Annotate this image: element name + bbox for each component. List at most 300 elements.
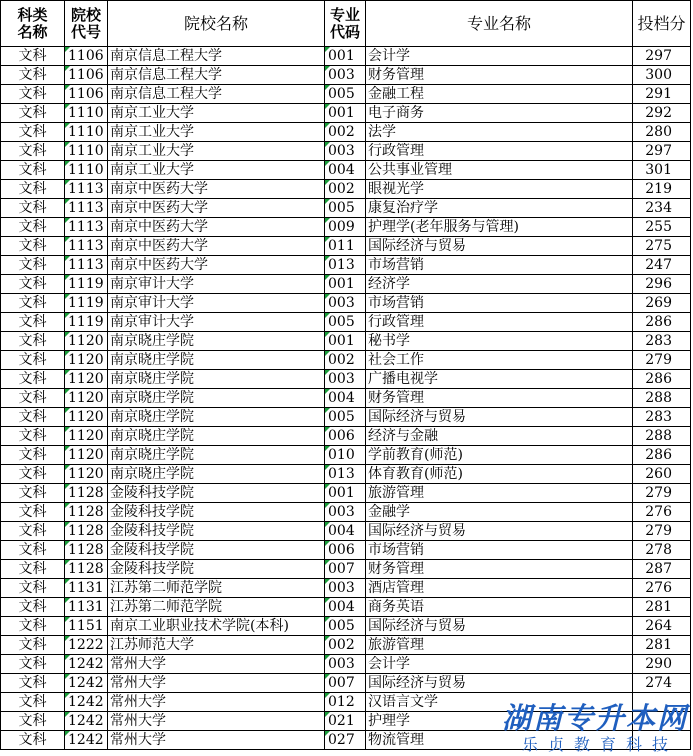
- cell-major-code: [325, 142, 366, 161]
- table-row: [1, 161, 691, 180]
- cell-subject-category: [1, 617, 65, 636]
- subject-category-text: 文科: [18, 352, 47, 368]
- subject-category-text: 文科: [18, 314, 47, 330]
- school-code-text: 1242: [68, 732, 104, 748]
- green-marker-icon: [65, 218, 70, 223]
- school-code-text: 1120: [68, 333, 104, 349]
- green-marker-icon: [325, 47, 330, 52]
- cell-school-name: [108, 693, 325, 712]
- cell-school-name: [108, 47, 325, 66]
- cutoff-score-text: 301: [645, 162, 672, 178]
- cell-school-name: [108, 712, 325, 731]
- cell-subject-category: [1, 541, 65, 560]
- cell-major-code: [325, 541, 366, 560]
- cell-school-name: [108, 617, 325, 636]
- green-marker-icon: [325, 541, 330, 546]
- subject-category-text: 文科: [18, 409, 47, 425]
- cell-major-code: [325, 104, 366, 123]
- cell-major-name: [366, 66, 633, 85]
- cell-cutoff-score: [633, 598, 691, 617]
- table-row: [1, 674, 691, 693]
- cell-major-name: [366, 427, 633, 446]
- cell-major-code: [325, 484, 366, 503]
- cell-school-name: [108, 731, 325, 750]
- cell-major-name: [366, 313, 633, 332]
- subject-category-text: 文科: [18, 238, 47, 254]
- major-name-text: 财务管理: [368, 561, 424, 577]
- cell-school-name: [108, 636, 325, 655]
- school-code-text: 1242: [68, 694, 104, 710]
- cell-subject-category: [1, 66, 65, 85]
- cell-subject-category: [1, 408, 65, 427]
- cell-school-code: [65, 579, 108, 598]
- cell-cutoff-score: [633, 294, 691, 313]
- school-name-text: 南京晓庄学院: [110, 371, 194, 387]
- cell-school-code: [65, 522, 108, 541]
- school-name-text: 金陵科技学院: [110, 542, 194, 558]
- school-code-text: 1131: [68, 599, 104, 615]
- major-code-text: 001: [328, 105, 355, 121]
- major-code-text: 012: [328, 694, 355, 710]
- cell-major-name: [366, 674, 633, 693]
- school-code-text: 1113: [68, 200, 104, 216]
- major-name-text: 市场营销: [368, 295, 424, 311]
- table-row: [1, 180, 691, 199]
- cell-cutoff-score: [633, 142, 691, 161]
- subject-category-text: 文科: [18, 542, 47, 558]
- major-name-text: 国际经济与贸易: [368, 409, 466, 425]
- school-code-text: 1106: [68, 86, 104, 102]
- school-name-text: 南京中医药大学: [110, 200, 208, 216]
- green-marker-icon: [325, 522, 330, 527]
- cell-subject-category: [1, 85, 65, 104]
- cell-major-name: [366, 484, 633, 503]
- school-code-text: 1242: [68, 675, 104, 691]
- major-code-text: 004: [328, 390, 355, 406]
- table-row: [1, 351, 691, 370]
- cell-major-code: [325, 731, 366, 750]
- subject-category-text: 文科: [18, 618, 47, 634]
- green-marker-icon: [65, 617, 70, 622]
- subject-category-text: 文科: [18, 200, 47, 216]
- major-code-text: 013: [328, 466, 355, 482]
- major-code-text: 003: [328, 143, 355, 159]
- green-marker-icon: [65, 275, 70, 280]
- subject-category-text: 文科: [18, 523, 47, 539]
- cell-school-code: [65, 712, 108, 731]
- cell-school-code: [65, 655, 108, 674]
- green-marker-icon: [325, 655, 330, 660]
- cutoff-score-text: 264: [645, 618, 672, 634]
- table-row: [1, 104, 691, 123]
- school-name-text: 南京晓庄学院: [110, 352, 194, 368]
- cell-school-name: [108, 180, 325, 199]
- green-marker-icon: [325, 218, 330, 223]
- school-name-text: 南京工业大学: [110, 143, 194, 159]
- major-code-text: 011: [328, 238, 355, 254]
- cell-school-code: [65, 66, 108, 85]
- cell-major-name: [366, 541, 633, 560]
- cell-subject-category: [1, 237, 65, 256]
- major-name-text: 秘书学: [368, 333, 410, 349]
- cell-major-code: [325, 579, 366, 598]
- cell-cutoff-score: [633, 617, 691, 636]
- cell-cutoff-score: [633, 256, 691, 275]
- cell-cutoff-score: [633, 579, 691, 598]
- green-marker-icon: [65, 636, 70, 641]
- green-marker-icon: [325, 142, 330, 147]
- cell-major-code: [325, 47, 366, 66]
- major-code-text: 002: [328, 352, 355, 368]
- cell-cutoff-score: [633, 218, 691, 237]
- cell-school-name: [108, 218, 325, 237]
- green-marker-icon: [325, 693, 330, 698]
- cutoff-score-text: 269: [645, 295, 672, 311]
- school-code-text: 1119: [68, 295, 104, 311]
- cell-cutoff-score: [633, 275, 691, 294]
- cell-major-name: [366, 85, 633, 104]
- cell-subject-category: [1, 427, 65, 446]
- header-school-name: 院校名称: [108, 1, 325, 47]
- school-name-text: 南京晓庄学院: [110, 333, 194, 349]
- school-code-text: 1120: [68, 409, 104, 425]
- cell-school-name: [108, 142, 325, 161]
- header-cutoff-score: 投档分: [633, 1, 691, 47]
- school-code-text: 1113: [68, 257, 104, 273]
- major-name-text: 旅游管理: [368, 485, 424, 501]
- cell-subject-category: [1, 313, 65, 332]
- major-code-text: 004: [328, 523, 355, 539]
- major-name-text: 电子商务: [368, 105, 424, 121]
- school-name-text: 南京中医药大学: [110, 257, 208, 273]
- cell-major-code: [325, 161, 366, 180]
- cell-major-name: [366, 408, 633, 427]
- cell-major-code: [325, 313, 366, 332]
- green-marker-icon: [65, 731, 70, 736]
- cell-subject-category: [1, 389, 65, 408]
- major-name-text: 国际经济与贸易: [368, 618, 466, 634]
- cell-major-name: [366, 617, 633, 636]
- cell-school-name: [108, 598, 325, 617]
- green-marker-icon: [325, 294, 330, 299]
- cell-subject-category: [1, 731, 65, 750]
- green-marker-icon: [325, 617, 330, 622]
- school-code-text: 1110: [68, 162, 104, 178]
- subject-category-text: 文科: [18, 333, 47, 349]
- major-name-text: 金融学: [368, 504, 410, 520]
- subject-category-text: 文科: [18, 466, 47, 482]
- cell-subject-category: [1, 693, 65, 712]
- cell-school-code: [65, 465, 108, 484]
- green-marker-icon: [325, 85, 330, 90]
- green-marker-icon: [65, 465, 70, 470]
- cell-cutoff-score: [633, 541, 691, 560]
- green-marker-icon: [65, 47, 70, 52]
- green-marker-icon: [65, 598, 70, 603]
- cell-school-name: [108, 503, 325, 522]
- major-name-text: 学前教育(师范): [368, 447, 463, 463]
- cell-cutoff-score: [633, 332, 691, 351]
- subject-category-text: 文科: [18, 295, 47, 311]
- major-code-text: 002: [328, 124, 355, 140]
- subject-category-text: 文科: [18, 656, 47, 672]
- school-code-text: 1120: [68, 447, 104, 463]
- cell-cutoff-score: [633, 427, 691, 446]
- cell-school-code: [65, 275, 108, 294]
- green-marker-icon: [65, 351, 70, 356]
- green-marker-icon: [65, 142, 70, 147]
- green-marker-icon: [325, 161, 330, 166]
- major-name-text: 公共事业管理: [368, 162, 452, 178]
- major-code-text: 004: [328, 162, 355, 178]
- school-code-text: 1131: [68, 580, 104, 596]
- major-code-text: 013: [328, 257, 355, 273]
- cell-school-name: [108, 294, 325, 313]
- cutoff-score-text: 234: [645, 200, 672, 216]
- cell-school-name: [108, 427, 325, 446]
- cell-school-code: [65, 617, 108, 636]
- major-name-text: 物流管理: [368, 732, 424, 748]
- cell-school-code: [65, 85, 108, 104]
- cell-subject-category: [1, 484, 65, 503]
- school-code-text: 1222: [68, 637, 104, 653]
- school-name-text: 南京审计大学: [110, 276, 194, 292]
- major-code-text: 001: [328, 48, 355, 64]
- major-name-text: 市场营销: [368, 257, 424, 273]
- cell-subject-category: [1, 275, 65, 294]
- cutoff-score-text: 291: [645, 86, 672, 102]
- cell-school-code: [65, 142, 108, 161]
- cell-major-code: [325, 332, 366, 351]
- cell-major-name: [366, 503, 633, 522]
- cell-subject-category: [1, 712, 65, 731]
- school-code-text: 1110: [68, 143, 104, 159]
- cell-cutoff-score: [633, 237, 691, 256]
- major-name-text: 财务管理: [368, 390, 424, 406]
- green-marker-icon: [65, 389, 70, 394]
- cell-major-name: [366, 294, 633, 313]
- cell-subject-category: [1, 636, 65, 655]
- green-marker-icon: [65, 237, 70, 242]
- school-code-text: 1120: [68, 352, 104, 368]
- table-row: [1, 47, 691, 66]
- major-name-text: 国际经济与贸易: [368, 675, 466, 691]
- cell-major-name: [366, 522, 633, 541]
- cell-major-name: [366, 161, 633, 180]
- school-name-text: 金陵科技学院: [110, 504, 194, 520]
- table-row: [1, 408, 691, 427]
- cell-school-name: [108, 446, 325, 465]
- cell-school-code: [65, 503, 108, 522]
- school-name-text: 常州大学: [110, 732, 166, 748]
- cutoff-score-text: 274: [645, 675, 672, 691]
- green-marker-icon: [325, 104, 330, 109]
- subject-category-text: 文科: [18, 181, 47, 197]
- subject-category-text: 文科: [18, 485, 47, 501]
- school-name-text: 南京信息工程大学: [110, 67, 222, 83]
- school-code-text: 1106: [68, 67, 104, 83]
- cell-school-name: [108, 161, 325, 180]
- cutoff-score-text: 286: [645, 447, 672, 463]
- school-code-text: 1128: [68, 485, 104, 501]
- watermark-subtitle: 乐贞教育科技: [522, 735, 679, 754]
- subject-category-text: 文科: [18, 48, 47, 64]
- major-code-text: 006: [328, 428, 355, 444]
- school-name-text: 金陵科技学院: [110, 523, 194, 539]
- cell-major-name: [366, 636, 633, 655]
- cell-major-code: [325, 294, 366, 313]
- major-code-text: 027: [328, 732, 355, 748]
- major-name-text: 行政管理: [368, 143, 424, 159]
- school-code-text: 1242: [68, 713, 104, 729]
- school-name-text: 南京工业大学: [110, 162, 194, 178]
- cell-major-code: [325, 674, 366, 693]
- table-row: [1, 617, 691, 636]
- school-name-text: 南京中医药大学: [110, 238, 208, 254]
- school-code-text: 1110: [68, 105, 104, 121]
- cell-major-code: [325, 66, 366, 85]
- cell-school-code: [65, 294, 108, 313]
- major-code-text: 005: [328, 86, 355, 102]
- subject-category-text: 文科: [18, 105, 47, 121]
- subject-category-text: 文科: [18, 257, 47, 273]
- cell-cutoff-score: [633, 161, 691, 180]
- cutoff-score-text: 279: [645, 485, 672, 501]
- cell-subject-category: [1, 180, 65, 199]
- cell-cutoff-score: [633, 484, 691, 503]
- school-code-text: 1113: [68, 181, 104, 197]
- cutoff-score-text: 279: [645, 352, 672, 368]
- table-row: [1, 579, 691, 598]
- green-marker-icon: [325, 484, 330, 489]
- major-code-text: 007: [328, 561, 355, 577]
- cell-school-code: [65, 598, 108, 617]
- table-row: [1, 313, 691, 332]
- major-code-text: 004: [328, 599, 355, 615]
- school-code-text: 1110: [68, 124, 104, 140]
- green-marker-icon: [325, 636, 330, 641]
- school-code-text: 1119: [68, 276, 104, 292]
- green-marker-icon: [65, 332, 70, 337]
- subject-category-text: 文科: [18, 276, 47, 292]
- major-code-text: 001: [328, 333, 355, 349]
- cell-school-name: [108, 199, 325, 218]
- cell-major-code: [325, 465, 366, 484]
- cell-school-name: [108, 351, 325, 370]
- green-marker-icon: [65, 655, 70, 660]
- green-marker-icon: [65, 712, 70, 717]
- cell-major-code: [325, 180, 366, 199]
- school-name-text: 江苏第二师范学院: [110, 599, 222, 615]
- cell-major-code: [325, 503, 366, 522]
- major-name-text: 经济学: [368, 276, 410, 292]
- cell-school-name: [108, 313, 325, 332]
- green-marker-icon: [65, 199, 70, 204]
- cell-school-name: [108, 560, 325, 579]
- cell-major-name: [366, 123, 633, 142]
- table-row: [1, 522, 691, 541]
- table-row: [1, 484, 691, 503]
- subject-category-text: 文科: [18, 732, 47, 748]
- table-row: [1, 332, 691, 351]
- major-name-text: 护理学(老年服务与管理): [368, 219, 519, 235]
- major-name-text: 体育教育(师范): [368, 466, 463, 482]
- major-code-text: 003: [328, 295, 355, 311]
- cell-major-name: [366, 465, 633, 484]
- cell-major-code: [325, 351, 366, 370]
- school-code-text: 1242: [68, 656, 104, 672]
- cell-major-name: [366, 446, 633, 465]
- cell-school-code: [65, 199, 108, 218]
- green-marker-icon: [325, 579, 330, 584]
- green-marker-icon: [325, 332, 330, 337]
- cutoff-score-text: 275: [645, 238, 672, 254]
- major-code-text: 002: [328, 181, 355, 197]
- school-name-text: 南京晓庄学院: [110, 466, 194, 482]
- cell-cutoff-score: [633, 389, 691, 408]
- school-name-text: 南京晓庄学院: [110, 390, 194, 406]
- major-name-text: 商务英语: [368, 599, 424, 615]
- cell-school-code: [65, 693, 108, 712]
- subject-category-text: 文科: [18, 447, 47, 463]
- cell-subject-category: [1, 351, 65, 370]
- cell-school-code: [65, 313, 108, 332]
- cell-major-name: [366, 560, 633, 579]
- major-name-text: 金融工程: [368, 86, 424, 102]
- cell-major-name: [366, 218, 633, 237]
- school-name-text: 南京信息工程大学: [110, 86, 222, 102]
- cell-school-name: [108, 104, 325, 123]
- school-code-text: 1128: [68, 504, 104, 520]
- green-marker-icon: [325, 389, 330, 394]
- table-row: [1, 218, 691, 237]
- cell-major-name: [366, 370, 633, 389]
- cutoff-score-text: 286: [645, 314, 672, 330]
- cell-subject-category: [1, 332, 65, 351]
- subject-category-text: 文科: [18, 162, 47, 178]
- green-marker-icon: [325, 674, 330, 679]
- table-row: [1, 370, 691, 389]
- table-row: [1, 142, 691, 161]
- school-name-text: 南京晓庄学院: [110, 447, 194, 463]
- cell-major-code: [325, 655, 366, 674]
- major-code-text: 003: [328, 656, 355, 672]
- cell-school-code: [65, 408, 108, 427]
- green-marker-icon: [65, 560, 70, 565]
- cell-school-code: [65, 180, 108, 199]
- major-name-text: 广播电视学: [368, 371, 438, 387]
- green-marker-icon: [65, 484, 70, 489]
- cutoff-score-text: 288: [645, 428, 672, 444]
- major-name-text: 旅游管理: [368, 637, 424, 653]
- cell-subject-category: [1, 256, 65, 275]
- cell-subject-category: [1, 123, 65, 142]
- cell-cutoff-score: [633, 85, 691, 104]
- cell-major-code: [325, 199, 366, 218]
- major-name-text: 国际经济与贸易: [368, 523, 466, 539]
- cell-school-name: [108, 66, 325, 85]
- cutoff-score-text: 288: [645, 390, 672, 406]
- cutoff-score-text: 279: [645, 523, 672, 539]
- school-code-text: 1128: [68, 561, 104, 577]
- table-body: [1, 47, 691, 750]
- school-name-text: 南京审计大学: [110, 295, 194, 311]
- cell-school-name: [108, 408, 325, 427]
- cell-subject-category: [1, 104, 65, 123]
- cell-major-name: [366, 389, 633, 408]
- table-row: [1, 560, 691, 579]
- cell-school-code: [65, 560, 108, 579]
